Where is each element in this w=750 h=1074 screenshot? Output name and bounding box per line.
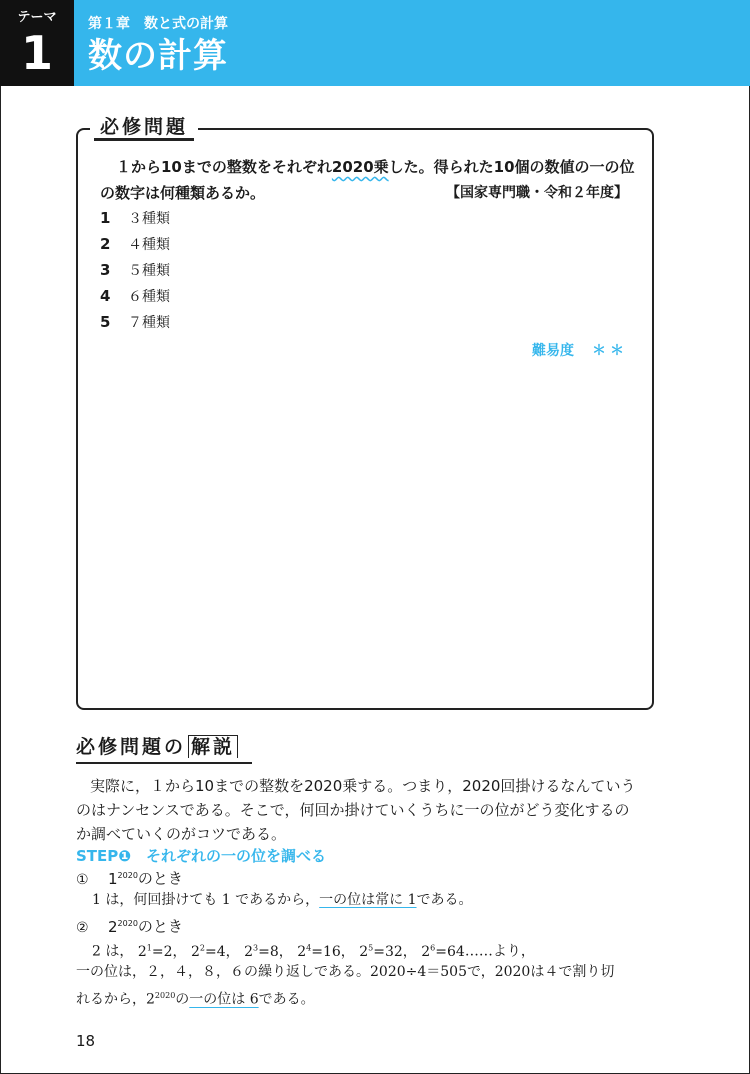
choice-item	[100, 309, 170, 335]
difficulty-rating	[532, 340, 628, 360]
power-exp: 3	[252, 943, 259, 952]
choice-item	[100, 231, 170, 257]
choice-text: ５種類	[128, 263, 170, 279]
line-b-end: である。	[258, 991, 315, 1008]
power-item: $2^4=16$，	[297, 943, 355, 960]
explanation-heading-boxed: 解説	[188, 735, 238, 758]
case-2-suffix: のとき	[137, 917, 183, 936]
choice-item	[100, 283, 170, 309]
theme-number: 1	[20, 26, 53, 80]
case-1-text-end: である。	[416, 892, 473, 908]
powers-prefix: 2 は，	[92, 943, 134, 960]
power-exp: 5	[368, 943, 374, 952]
line-b-underlined: 一の位は 6	[189, 991, 259, 1008]
power-exp: 1	[146, 943, 152, 952]
choice-text: ７種類	[128, 315, 170, 331]
choice-number: 3	[100, 261, 111, 279]
chapter-label: 第１章 数と式の計算	[88, 16, 228, 32]
case-1-exponent: 2020	[117, 871, 138, 880]
explanation-heading-text: 必修問題の	[76, 736, 187, 758]
intro-line: のはナンセンスである。そこで，何回か掛けていくうちに一の位がどう変化するの	[76, 801, 630, 819]
title-band	[74, 0, 750, 86]
page-number: 18	[76, 1032, 96, 1050]
power-item: $2^1=2$，	[137, 943, 187, 960]
line-b-text: れるから，2	[76, 991, 155, 1008]
power-exp: 6	[430, 943, 436, 952]
case-2-marker: ②	[76, 919, 89, 936]
problem-heading-underline	[94, 138, 194, 141]
case-2-line-b	[76, 984, 696, 1012]
explanation-heading	[76, 732, 238, 759]
power-item: $2^2=4$，	[190, 943, 240, 960]
choice-item	[100, 257, 170, 283]
power-val: 16	[322, 943, 341, 960]
case-1-base: 1	[108, 869, 118, 888]
power-exp: 4	[306, 943, 312, 952]
theme-label: テーマ	[17, 10, 57, 25]
question-line-2: の数字は何種類あるか。	[100, 184, 266, 202]
case-1-marker: ①	[76, 871, 89, 888]
case-2-line-a: 一の位は，２，４，８，６の繰り返しである。2020÷4＝505で，2020は４で割り切	[76, 964, 615, 980]
question-source: 【国家専門職・令和２年度】	[446, 185, 628, 201]
power-val: 8	[269, 943, 279, 960]
choice-number: 2	[100, 235, 111, 253]
question-text-a: １から10までの整数をそれぞれ	[116, 158, 332, 176]
question-line-1	[116, 156, 635, 177]
question-emphasis: 2020乗	[331, 158, 389, 176]
page-title: 数の計算	[88, 36, 228, 76]
choice-item	[100, 205, 170, 231]
problem-heading: 必修問題	[100, 116, 189, 138]
answer-choices	[100, 205, 170, 335]
power-item: $2^6=64$	[421, 943, 465, 960]
power-val: 64	[447, 943, 465, 960]
line-b-mid: の	[175, 991, 190, 1008]
choice-number: 4	[100, 287, 111, 305]
line-b-exponent: 2020	[154, 991, 176, 1000]
step-1-heading: STEP❶ それぞれの一の位を調べる	[76, 847, 326, 865]
intro-line: 実際に，１から10までの整数を2020乗する。つまり，2020回掛けるなんていう	[90, 777, 636, 795]
case-1-suffix: のとき	[137, 869, 183, 888]
case-1-underlined: 一の位は常に 1	[319, 892, 417, 908]
power-exp: 2	[199, 943, 205, 952]
difficulty-stars: ＊＊	[592, 343, 628, 359]
intro-line: か調べていくのがコツである。	[76, 825, 287, 843]
difficulty-label: 難易度	[532, 343, 574, 359]
powers-tail: ……より，	[464, 943, 535, 960]
choice-text: ４種類	[128, 237, 170, 253]
case-1-body	[76, 888, 712, 912]
power-val: 32	[384, 943, 403, 960]
theme-badge	[0, 0, 74, 86]
power-item: $2^3=8$，	[244, 943, 293, 960]
explanation-intro	[76, 774, 676, 846]
explanation-heading-rule	[76, 762, 252, 764]
problem-heading-tab	[90, 110, 198, 144]
case-2-base: 2	[108, 917, 118, 936]
choice-text: ３種類	[128, 211, 170, 227]
power-item: $2^5=32$，	[359, 943, 417, 960]
case-2-exponent: 2020	[117, 919, 138, 928]
question-text-b: した。得られた10個の数値の一の位	[388, 158, 635, 176]
power-val: 2	[163, 943, 173, 960]
case-1-text: 1 は，何回掛けても 1 であるから，	[92, 892, 320, 908]
power-val: 4	[216, 943, 226, 960]
choice-number: 1	[100, 209, 111, 227]
choice-number: 5	[100, 313, 111, 331]
choice-text: ６種類	[128, 289, 170, 305]
